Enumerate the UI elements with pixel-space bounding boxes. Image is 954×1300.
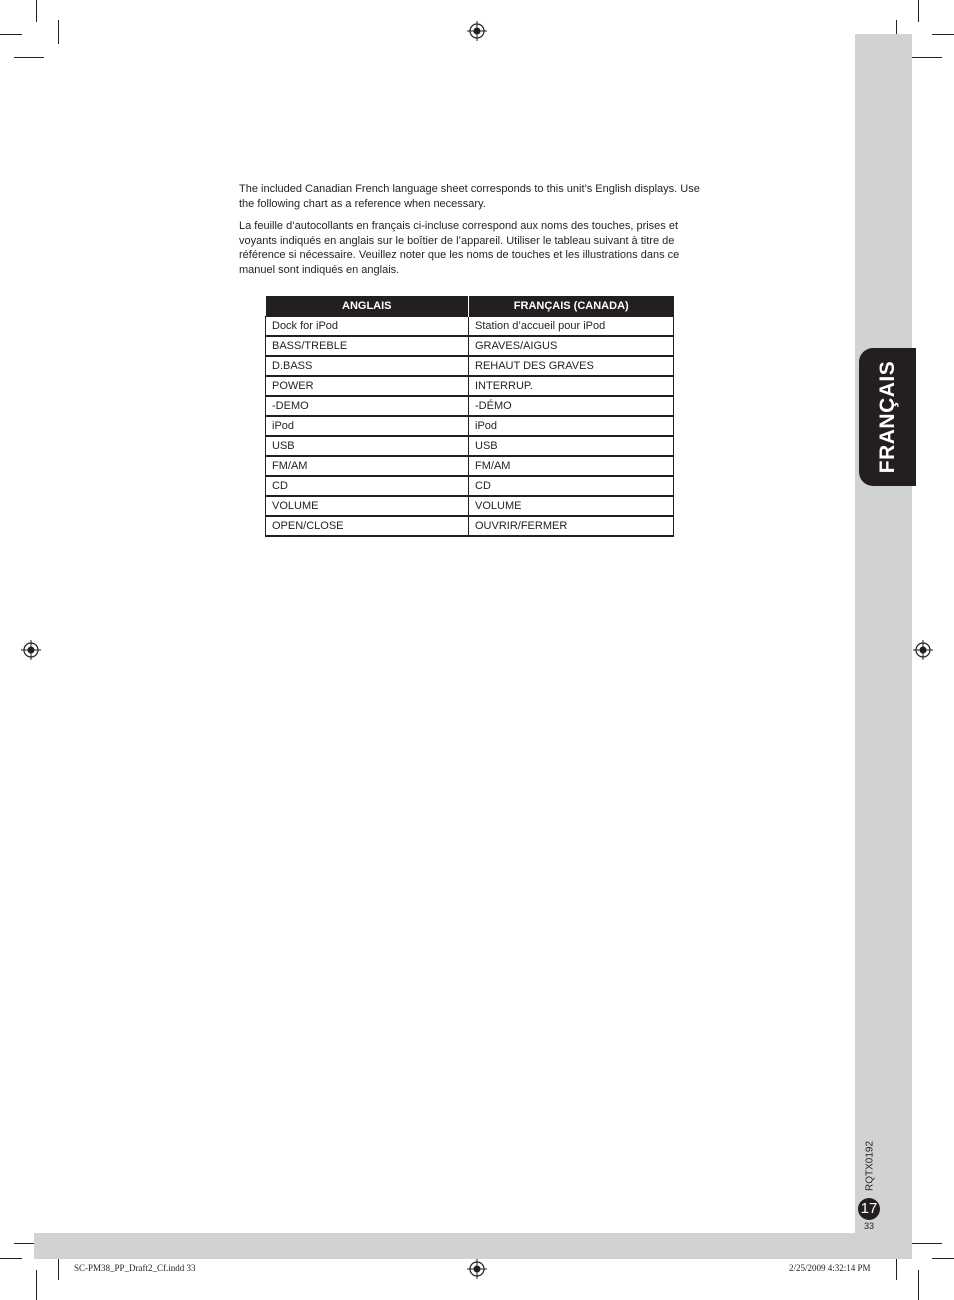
side-band <box>855 34 912 1259</box>
french-cell: VOLUME <box>469 496 674 516</box>
table-row <box>266 396 674 416</box>
crop-mark <box>932 1258 954 1259</box>
english-cell: OPEN/CLOSE <box>266 516 469 536</box>
english-cell: iPod <box>266 416 469 436</box>
crop-mark <box>14 57 44 58</box>
french-cell: GRAVES/AIGUS <box>469 336 674 356</box>
table-row <box>266 317 674 337</box>
crop-mark <box>36 1270 37 1300</box>
table-row <box>266 376 674 396</box>
english-cell: CD <box>266 476 469 496</box>
crop-mark <box>0 1258 22 1259</box>
english-cell: FM/AM <box>266 456 469 476</box>
document-code <box>862 1138 878 1194</box>
language-tab-label: FRANÇAIS <box>875 360 899 474</box>
table-row <box>266 516 674 536</box>
table-row <box>266 356 674 376</box>
footer-datetime: 2/25/2009 4:32:14 PM <box>789 1263 871 1273</box>
crop-mark <box>36 0 37 22</box>
english-cell: VOLUME <box>266 496 469 516</box>
table-row <box>266 416 674 436</box>
registration-mark-icon <box>467 21 487 41</box>
table-row <box>266 456 674 476</box>
french-cell: REHAUT DES GRAVES <box>469 356 674 376</box>
english-cell: USB <box>266 436 469 456</box>
crop-mark <box>918 0 919 22</box>
english-cell: -DEMO <box>266 396 469 416</box>
table-row <box>266 476 674 496</box>
column-header-french: FRANÇAIS (CANADA) <box>469 296 674 317</box>
french-cell: iPod <box>469 416 674 436</box>
page-number-small: 33 <box>863 1221 874 1231</box>
english-cell: BASS/TREBLE <box>266 336 469 356</box>
footer-filename: SC-PM38_PP_Draft2_Cf.indd 33 <box>74 1263 196 1273</box>
table-row <box>266 336 674 356</box>
page-number: 17 <box>858 1198 880 1220</box>
table-row <box>266 436 674 456</box>
crop-mark <box>932 34 954 35</box>
english-cell: Dock for iPod <box>266 317 469 337</box>
crop-mark <box>918 1270 919 1300</box>
registration-mark-icon <box>913 640 933 660</box>
table-header-row <box>266 296 674 317</box>
english-cell: POWER <box>266 376 469 396</box>
crop-mark <box>58 1256 59 1280</box>
registration-mark-icon <box>467 1259 487 1279</box>
french-cell: Station d’accueil pour iPod <box>469 317 674 337</box>
crop-mark <box>912 57 942 58</box>
french-cell: OUVRIR/FERMER <box>469 516 674 536</box>
translation-table <box>265 296 674 537</box>
french-cell: -DÉMO <box>469 396 674 416</box>
table-row <box>266 496 674 516</box>
french-cell: INTERRUP. <box>469 376 674 396</box>
french-cell: CD <box>469 476 674 496</box>
crop-mark <box>896 1256 897 1280</box>
french-cell: FM/AM <box>469 456 674 476</box>
intro-french: La feuille d’autocollants en français ci-incluse correspond aux noms des touches, prises et voyants indiqués en anglais sur le boîtier de l’appareil. Utiliser le tableau suivant à titre de référence si nécessaire. Veuillez noter que les noms de touches et les illustrations dans ce manuel sont indiqués en anglais. <box>239 220 680 277</box>
french-cell: USB <box>469 436 674 456</box>
intro-english: The included Canadian French language sheet corresponds to this unit’s English displays. Use the following chart as a reference when necessary. <box>239 183 700 210</box>
crop-mark <box>58 20 59 44</box>
english-cell: D.BASS <box>266 356 469 376</box>
column-header-english: ANGLAIS <box>266 296 469 317</box>
language-tab <box>859 348 916 486</box>
registration-mark-icon <box>21 640 41 660</box>
crop-mark <box>912 1243 942 1244</box>
bottom-band <box>34 1233 912 1259</box>
document-code-text: RQTX0192 <box>864 1140 876 1192</box>
crop-mark <box>0 34 22 35</box>
